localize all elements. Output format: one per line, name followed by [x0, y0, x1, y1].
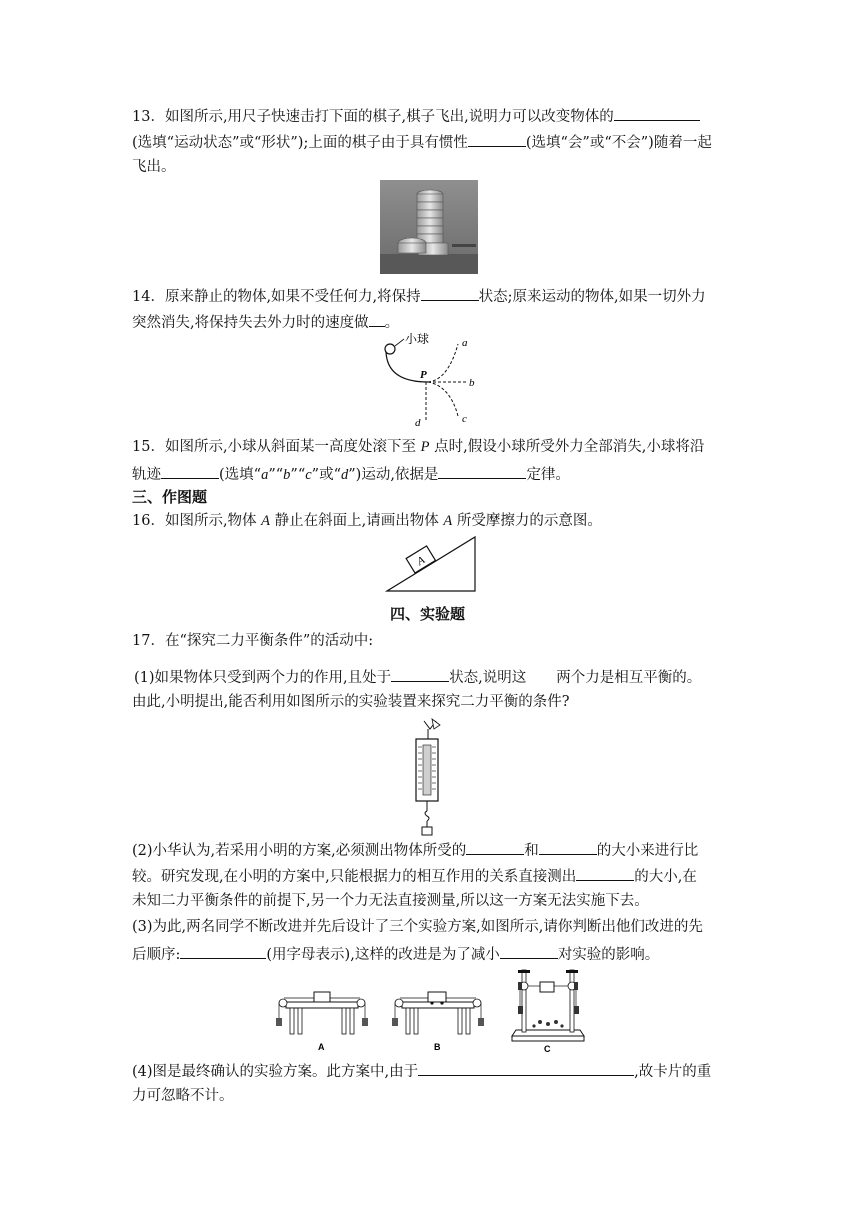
- q17-intro: 17．在“探究二力平衡条件”的活动中:: [132, 633, 374, 649]
- q13-text: (选填“运动状态”或“形状”);上面的棋子由于具有惯性: [132, 135, 468, 151]
- q16-text: 静止在斜面上,请画出物体: [274, 513, 439, 529]
- q15-blank-2[interactable]: [438, 463, 526, 479]
- q17-blank-order[interactable]: [180, 943, 266, 959]
- q14-text: 。: [384, 315, 400, 331]
- q15-blank-1[interactable]: [161, 463, 219, 479]
- block-a-label: A: [415, 554, 428, 568]
- q17-p2-line3: 未知二力平衡条件的前提下,另一个力无法直接测量,所以这一方案无法实施下去。: [132, 893, 649, 909]
- path-d-label: d: [415, 417, 421, 428]
- q17-p3-line2: [132, 943, 659, 965]
- q15-line1: [132, 437, 704, 457]
- q15-text: 定律。: [526, 467, 570, 483]
- q17-blank-measured[interactable]: [576, 865, 634, 881]
- path-c-label: c: [462, 413, 467, 425]
- q15-text: ”“: [290, 467, 306, 483]
- q13-text: 飞出。: [132, 159, 176, 175]
- apparatus-b-figure: [392, 988, 484, 1052]
- spring-scale-figure: [408, 717, 448, 837]
- q14-blank-2[interactable]: [369, 311, 385, 327]
- q17-p2-line1: [132, 839, 698, 861]
- q15-line2: [132, 463, 570, 485]
- q16-var-a: A: [261, 513, 271, 529]
- q17-text: (2)小华认为,若采用小明的方案,必须测出物体所受的: [132, 843, 467, 859]
- q16-text: 16．如图所示,物体: [132, 513, 257, 529]
- q15-text: ”或“: [311, 467, 341, 483]
- q15-var-d: d: [341, 467, 349, 483]
- q15-var-c: c: [305, 467, 312, 483]
- q15-text: 轨迹: [132, 467, 161, 483]
- ball-trajectory-figure: [378, 330, 488, 428]
- q17-p4-line1: [132, 1060, 711, 1082]
- q13-line1: [132, 105, 700, 127]
- figure-c-caption: C: [544, 1044, 551, 1054]
- q14-text: 14．原来静止的物体,如果不受任何力,将保持: [132, 289, 421, 305]
- q17-blank-reduce[interactable]: [500, 943, 558, 959]
- q17-p1-line1: [134, 666, 701, 688]
- q17-p2-line2: [132, 865, 697, 887]
- q16-line: [132, 511, 602, 531]
- q15-text: (选填“: [219, 467, 262, 483]
- q17-text: 对实验的影响。: [557, 947, 660, 963]
- q17-blank-force1[interactable]: [466, 839, 524, 855]
- q17-text: ,故卡片的重: [634, 1064, 712, 1080]
- q15-var-p: P: [420, 439, 430, 455]
- q17-text: 两个力是相互平衡的。: [556, 670, 702, 686]
- ball-label: 小球: [405, 332, 430, 346]
- q15-text: ”“: [268, 467, 284, 483]
- q14-line2: [132, 311, 399, 333]
- apparatus-c-figure: [510, 966, 586, 1054]
- q17-text: 后顺序:: [132, 947, 181, 963]
- q15-text: 15．如图所示,小球从斜面某一高度处滚下至: [132, 439, 417, 455]
- q16-text: 所受摩擦力的示意图。: [456, 513, 602, 529]
- q16-var-a: A: [443, 513, 453, 529]
- q17-blank-reason[interactable]: [418, 1060, 634, 1076]
- q17-blank-state[interactable]: [391, 666, 449, 682]
- q14-text: 突然消失,将保持失去外力时的速度做: [132, 315, 369, 331]
- q15-text: ”)运动,依据是: [348, 467, 439, 483]
- q13-blank-2[interactable]: [468, 131, 526, 147]
- point-p-label: P: [420, 369, 427, 381]
- incline-figure: [385, 533, 477, 593]
- q17-p1-line2: 由此,小明提出,能否利用如图所示的实验装置来探究二力平衡的条件?: [132, 694, 570, 710]
- q13-text: (选填“会”或“不会”)随着一起: [525, 135, 712, 151]
- q17-text: 和: [524, 843, 539, 859]
- q13-line2: [132, 131, 712, 153]
- q15-var-b: b: [283, 467, 291, 483]
- q14-line1: [132, 285, 706, 307]
- q14-blank-1[interactable]: [421, 285, 479, 301]
- q13-line3: [132, 157, 176, 177]
- q17-text: (4)图是最终确认的实验方案。此方案中,由于: [132, 1064, 419, 1080]
- q17-text: (用字母表示),这样的改进是为了减小: [266, 947, 500, 963]
- section-heading-experiment: 四、实验题: [390, 605, 466, 623]
- path-b-label: b: [469, 377, 475, 389]
- q17-p4-line2: 力可忽略不计。: [132, 1088, 234, 1104]
- path-a-label: a: [462, 337, 468, 349]
- figure-b-caption: B: [434, 1042, 441, 1052]
- q17-blank-force2[interactable]: [539, 839, 597, 855]
- section-heading-drawing: 三、作图题: [132, 488, 208, 506]
- chess-pieces-photo: [380, 180, 478, 274]
- q17-text: (1)如果物体只受到两个力的作用,且处于: [134, 670, 392, 686]
- q17-p3-line1: (3)为此,两名同学不断改进并先后设计了三个实验方案,如图所示,请你判断出他们改进的先: [132, 919, 703, 935]
- q17-text: 状态,说明这: [449, 670, 527, 686]
- q15-var-a: a: [261, 467, 269, 483]
- q17-text: 的大小,在: [634, 869, 697, 885]
- apparatus-a-figure: [276, 988, 368, 1052]
- q13-blank-1[interactable]: [614, 105, 700, 121]
- q13-text: 13．如图所示,用尺子快速击打下面的棋子,棋子飞出,说明力可以改变物体的: [132, 109, 614, 125]
- q17-text: 较。研究发现,在小明的方案中,只能根据力的相互作用的关系直接测出: [132, 869, 577, 885]
- figure-a-caption: A: [318, 1042, 325, 1052]
- q15-text: 点时,假设小球所受外力全部消失,小球将沿: [434, 439, 705, 455]
- q17-text: 的大小来进行比: [596, 843, 699, 859]
- q14-text: 状态;原来运动的物体,如果一切外力: [478, 289, 706, 305]
